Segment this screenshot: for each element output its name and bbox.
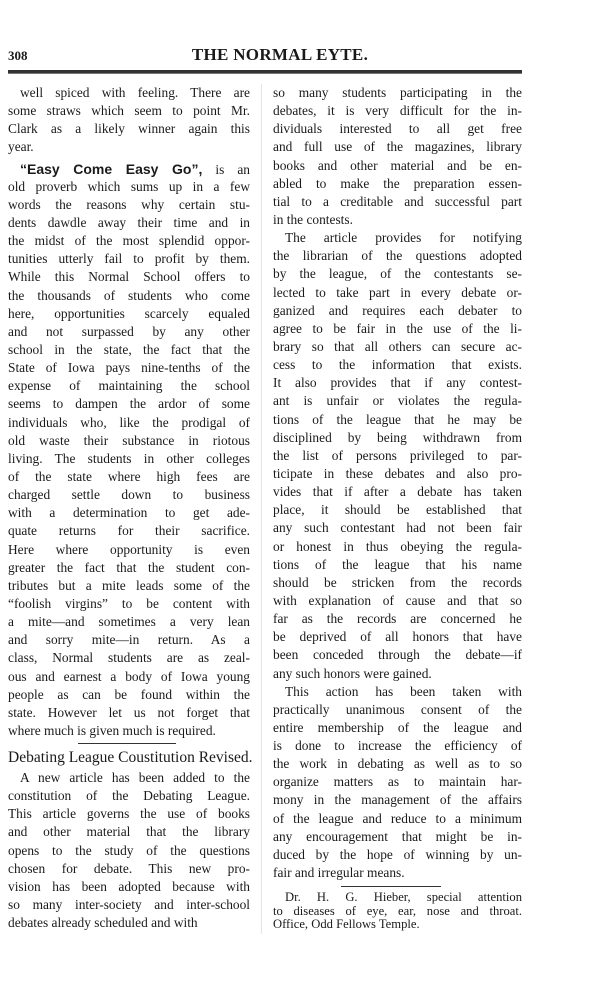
text-line: abled to make the preparation essen- [273,175,522,191]
text-line: here, opportunities scarcely equaled [8,305,250,321]
text-line: old proverb which sums up in a few [8,178,250,194]
text-line: the midst of the most splendid oppor- [8,233,250,249]
text-line: cess to the information that exists. [273,357,522,373]
text-line: be deprived of all honors that have [273,629,522,645]
text-line: a mite—and sometimes a very lean [8,614,250,630]
text-line: words the reasons why certain stu- [8,196,250,212]
text-line: some straws which seem to point Mr. [8,103,250,119]
paragraph-new-article [8,769,250,932]
text-line: the thousands of students who come [8,287,250,303]
text-line: school in the state, the fact that the [8,341,250,357]
text-line: far as the records are concerned he [273,611,522,627]
text-line: vision has been adopted because with [8,878,250,894]
text-line: state. However let us not forget that [8,704,250,720]
text-line: Here where opportunity is even [8,541,250,557]
text-line: expense of maintaining the school [8,378,250,394]
text-line: opens to the study of the questions [8,842,250,858]
text-line: where much is given much is required. [8,722,216,738]
text-line: so many inter-society and inter-school [8,897,250,913]
text-line: or honest in thus obeying the regula- [273,538,522,554]
text-line: so many students participating in the [273,85,522,100]
text-line: entire membership of the league and [273,719,522,735]
paragraph-easy-come-easy-go [8,160,250,741]
text-line: This action has been taken with [285,683,522,699]
text-line: living. The students in other colleges [8,450,250,466]
text-line: and sorry mite—in return. As a [8,632,250,648]
text-line: the list of persons privileged to par- [273,447,522,463]
text-line: The article provides for notifying [285,230,522,246]
text-line: chosen for debate. This new pro- [8,860,250,876]
text-line: and not surpassed by any other [8,323,250,339]
paragraph-article-provides [273,229,522,683]
text-line: and other material that the library [8,824,250,840]
text-line: seems to dampen the ardor of some [8,396,250,412]
text-line: any such honors were gained. [273,665,432,681]
advertisement-hieber [273,891,522,932]
text-line: Clark as a likely winner again this [8,121,250,137]
text-line: It also provides that if any contest- [273,375,522,391]
text-line: constitution of the Debating League. [8,788,250,804]
text-line: ticipate in these debates and also pro- [273,465,522,481]
paragraph-continued [273,84,522,229]
text-line: by the league, of the contestants se- [273,266,522,282]
text-line: any such contestant had not been fair [273,520,522,536]
right-column [273,84,522,932]
text-line: disciplined by being withdrawn from [273,429,522,445]
text-line: place, it should be established that [273,502,522,518]
text-line: well spiced with feeling. There are [20,85,250,100]
text-line: While this Normal School offers to [8,269,250,285]
text-line: of the league and reduce to a minimum [273,810,522,826]
bold-lead-in: “Easy Come Easy Go”, [20,160,203,177]
paragraph-action-taken [273,683,522,883]
text-line: greater the fact that the student con- [8,559,250,575]
text-line: tions of the league that he may be [273,411,522,427]
page-number: 308 [8,48,28,63]
text-line: tributes but a mite leads some of the [8,577,250,593]
line-text: is an [202,161,250,177]
section-rule [78,743,176,744]
text-line: in the contests. [273,211,353,227]
text-line: duced by the hope of winning by un- [273,846,522,862]
text-line: This article governs the use of books [8,806,250,822]
newspaper-title: THE NORMAL EYTE. [191,45,369,64]
text-line: organize matters as to maintain har- [273,774,522,790]
text-line: practically unanimous consent of the [273,701,522,717]
text-line: is done to increase the efficiency of [273,738,522,754]
text-line: class, Normal students are as zeal- [8,650,250,666]
text-line: agree to be fair in the use of the li- [273,320,522,336]
text-line: dents dawdle away their time and in [8,214,250,230]
text-line: year. [8,139,34,155]
text-line: with a determination to get ade- [8,505,250,521]
text-line: and full use of the magazines, library [273,139,522,155]
text-line: lected to take part in every debate or- [273,284,522,300]
text-line: books and other material and be en- [273,157,522,173]
text-line: to diseases of eye, ear, nose and throat. [273,904,522,918]
text-line: with explanation of cause and that so [273,592,522,608]
text-line: any encouragement that might be in- [273,828,522,844]
text-line: fair and irregular means. [273,865,405,881]
text-line: tions of the league that his name [273,556,522,572]
text-line: ganized and requires each debater to [273,302,522,318]
article-heading: Debating League Coustitution Revised. [8,749,253,767]
text-line: people as can be found within the [8,686,250,702]
text-line: been conceded through the debate—if [273,647,522,663]
text-line: tunities utterly fail to profit by them. [8,251,250,267]
text-line: individuals who, like the prodigal of [8,414,250,430]
text-line [8,160,250,178]
text-line: “foolish virgins” to be content with [8,595,250,611]
text-line: brary so that all others can secure ac- [273,338,522,354]
text-line: ant is unfair or violates the regula- [273,393,522,409]
text-line: State of Iowa pays nine-tenths of the [8,360,250,376]
text-line: Office, Odd Fellows Temple. [273,918,420,932]
column-divider [261,84,262,934]
text-line: tial to a creditable and successful part [273,193,522,209]
text-line: Dr. H. G. Hieber, special attention [285,891,522,905]
text-line: old waste their substance in riotous [8,432,250,448]
text-line: debates already scheduled and with [8,915,198,931]
text-line: charged settle down to business [8,487,250,503]
left-column [8,84,253,935]
text-line: A new article has been added to the [20,770,250,786]
paragraph-clark [8,84,250,157]
text-line: quate returns for their sacrifice. [8,523,250,539]
text-line: the librarian of the questions adopted [273,248,522,264]
text-line: debates, it is very difficult for the in- [273,103,522,119]
text-line: should be stricken from the records [273,574,522,590]
section-rule [341,886,441,887]
text-line: dividuals interested to all get free [273,121,522,137]
text-line: vides that if after a debate has taken [273,484,522,500]
header-rule [8,70,522,74]
text-line: ous and earnest a body of Iowa young [8,668,250,684]
text-line: mony in the management of the affairs [273,792,522,808]
text-line: the work in debating as well as to so [273,756,522,772]
text-line: of the state where high fees are [8,468,250,484]
